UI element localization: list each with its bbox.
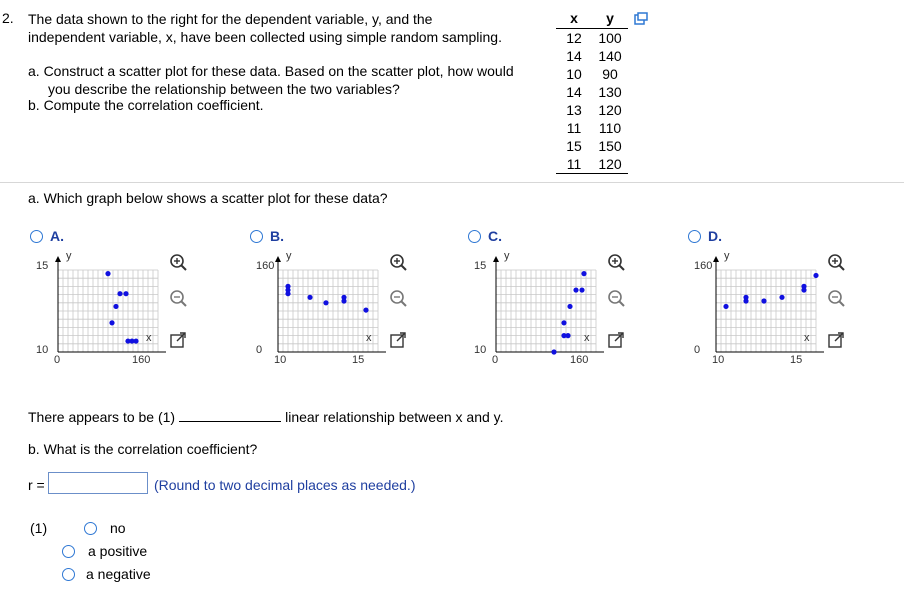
scatter-point (323, 300, 328, 305)
question-number: 2. (2, 10, 14, 26)
table-row (556, 65, 628, 83)
option-radio[interactable] (468, 230, 481, 243)
radio-negative[interactable] (62, 568, 75, 581)
x-axis-label: x (146, 332, 152, 344)
zoom-out-icon[interactable] (388, 288, 408, 308)
x-axis-label: x (804, 332, 810, 344)
cell-x: 10 (566, 66, 582, 82)
table-row (556, 29, 628, 47)
scatter-point (779, 295, 784, 300)
scatter-point (743, 298, 748, 303)
x-left-tick: 10 (712, 354, 725, 366)
table-header (556, 9, 628, 29)
y-bottom-tick: 0 (694, 344, 701, 356)
table-body (556, 29, 628, 173)
scatter-point (761, 298, 766, 303)
table-row (556, 119, 628, 137)
scatter-point (109, 320, 114, 325)
x-left-tick: 10 (274, 354, 287, 366)
header-x: x (570, 10, 578, 26)
scatter-point (813, 273, 818, 278)
popout-icon[interactable] (168, 330, 188, 350)
x-axis-label: x (584, 332, 590, 344)
zoom-in-icon[interactable] (388, 252, 408, 272)
popout-icon[interactable] (388, 330, 408, 350)
scatter-point (567, 304, 572, 309)
scatter-point (565, 333, 570, 338)
table-row (556, 83, 628, 101)
option-label: A. (50, 228, 64, 244)
y-bottom-tick: 0 (256, 344, 263, 356)
table-row (556, 137, 628, 155)
scatter-point (363, 307, 368, 312)
option-radio[interactable] (688, 230, 701, 243)
cell-y: 90 (602, 66, 618, 82)
cell-y: 150 (598, 138, 622, 154)
part-a-instruction-1: a. Construct a scatter plot for these data. Based on the scatter plot, how would (28, 63, 514, 79)
data-table (556, 9, 628, 175)
zoom-out-icon[interactable] (826, 288, 846, 308)
scatter-point (801, 287, 806, 292)
cell-x: 13 (566, 102, 582, 118)
popout-icon[interactable] (826, 330, 846, 350)
scatter-point (581, 271, 586, 276)
answer-blank-1[interactable] (179, 409, 281, 422)
y-axis-label: y (66, 250, 72, 262)
x-right-tick: 15 (790, 354, 803, 366)
cell-x: 14 (566, 48, 582, 64)
radio-no[interactable] (84, 522, 97, 535)
table-footer-line (556, 173, 628, 175)
choice-no-label: no (110, 520, 126, 536)
cell-x: 11 (566, 120, 582, 136)
option-radio[interactable] (250, 230, 263, 243)
cell-y: 140 (598, 48, 622, 64)
zoom-out-icon[interactable] (168, 288, 188, 308)
relationship-sentence (28, 409, 504, 425)
r-input[interactable] (48, 472, 148, 494)
scatter-point (307, 295, 312, 300)
header-y: y (606, 10, 614, 26)
choice-negative-label: a negative (86, 566, 151, 582)
sentence-after: linear relationship between x and y. (285, 409, 504, 425)
intro-line-1: The data shown to the right for the dependent variable, y, and the (28, 11, 433, 27)
y-bottom-tick: 10 (474, 344, 487, 356)
scatter-point (117, 291, 122, 296)
part-b-prompt: b. What is the correlation coefficient? (28, 441, 258, 457)
choice-positive-label: a positive (88, 543, 148, 559)
zoom-out-icon[interactable] (606, 288, 626, 308)
scatter-point (123, 291, 128, 296)
scatter-point (113, 304, 118, 309)
y-axis-label: y (286, 250, 292, 262)
y-top-tick: 15 (36, 260, 49, 272)
copy-data-icon[interactable] (634, 12, 648, 26)
x-right-tick: 160 (570, 354, 589, 366)
x-right-tick: 160 (132, 354, 151, 366)
part-a-prompt: a. Which graph below shows a scatter plot for these data? (28, 190, 388, 206)
zoom-in-icon[interactable] (826, 252, 846, 272)
zoom-in-icon[interactable] (168, 252, 188, 272)
y-axis-label: y (724, 250, 730, 262)
cell-y: 100 (598, 30, 622, 46)
y-top-tick: 15 (474, 260, 487, 272)
scatter-point (341, 298, 346, 303)
y-bottom-tick: 10 (36, 344, 49, 356)
part-a-instruction-2: you describe the relationship between the two variables? (48, 81, 400, 97)
scatter-point (723, 304, 728, 309)
option-label: B. (270, 228, 284, 244)
question-intro (28, 10, 502, 46)
choice-marker: (1) (30, 520, 48, 536)
rounding-hint: (Round to two decimal places as needed.) (154, 477, 416, 493)
x-right-tick: 15 (352, 354, 365, 366)
x-axis-label: x (366, 332, 372, 344)
radio-positive[interactable] (62, 545, 75, 558)
intro-line-2: independent variable, x, have been collected using simple random sampling. (28, 29, 502, 45)
y-top-tick: 160 (256, 260, 275, 272)
x-left-tick: 0 (492, 354, 499, 366)
scatter-point (133, 338, 138, 343)
cell-x: 12 (566, 30, 582, 46)
popout-icon[interactable] (606, 330, 626, 350)
option-radio[interactable] (30, 230, 43, 243)
scatter-point (561, 320, 566, 325)
cell-y: 120 (598, 156, 622, 172)
scatter-point (579, 287, 584, 292)
scatter-point (105, 271, 110, 276)
x-left-tick: 0 (54, 354, 61, 366)
sentence-before: There appears to be (1) (28, 409, 176, 425)
part-b-instruction: b. Compute the correlation coefficient. (28, 97, 264, 113)
cell-x: 14 (566, 84, 582, 100)
scatter-point (551, 349, 556, 354)
table-row (556, 155, 628, 173)
cell-x: 11 (566, 156, 582, 172)
cell-y: 110 (598, 120, 622, 136)
r-label: r = (28, 477, 45, 493)
section-divider (0, 182, 904, 183)
cell-y: 130 (598, 84, 622, 100)
zoom-in-icon[interactable] (606, 252, 626, 272)
option-label: D. (708, 228, 722, 244)
table-row (556, 101, 628, 119)
table-row (556, 47, 628, 65)
scatter-point (573, 287, 578, 292)
y-top-tick: 160 (694, 260, 713, 272)
cell-y: 120 (598, 102, 622, 118)
cell-x: 15 (566, 138, 582, 154)
option-label: C. (488, 228, 502, 244)
scatter-point (285, 291, 290, 296)
y-axis-label: y (504, 250, 510, 262)
